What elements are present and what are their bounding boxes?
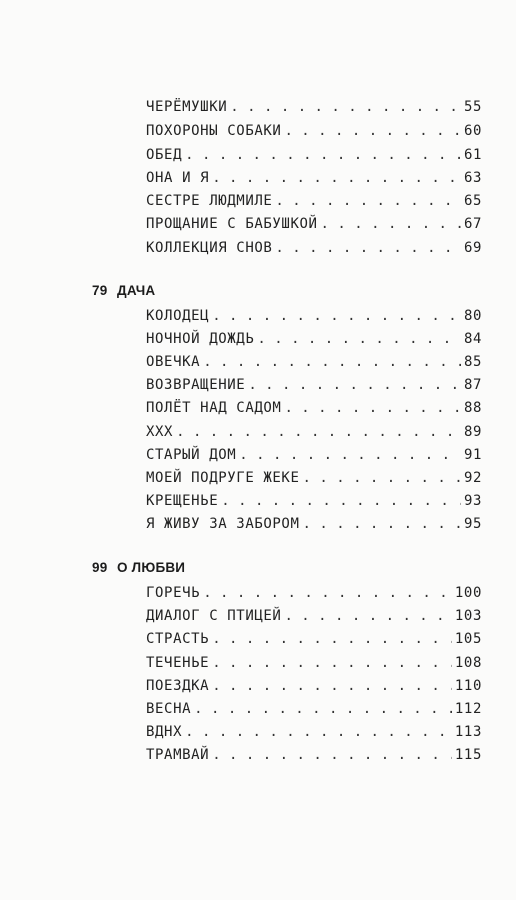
- toc-entry-title: Я ЖИВУ ЗА ЗАБОРОМ: [146, 516, 300, 532]
- toc-entry-title: ПРОЩАНИЕ С БАБУШКОЙ: [146, 216, 318, 232]
- dot-leader: [203, 354, 461, 370]
- toc-entry-page: 115: [454, 747, 482, 763]
- section-page-number: 99: [92, 560, 108, 575]
- toc-entry-page: 100: [454, 585, 482, 601]
- toc-entry-page: 91: [463, 447, 482, 463]
- toc-entry-page: 110: [454, 678, 482, 694]
- toc-entry-title: КОЛОДЕЦ: [146, 308, 210, 324]
- toc-entry-page: 63: [463, 170, 482, 186]
- dot-leader: [212, 308, 461, 324]
- toc-entry-page: 80: [463, 308, 482, 324]
- toc-entry-title: ОНА И Я: [146, 170, 210, 186]
- dot-leader: [284, 608, 451, 624]
- toc-entry-title: XXX: [146, 424, 174, 440]
- toc-entry-title: ОВЕЧКА: [146, 354, 201, 370]
- toc-entry-page: 89: [463, 424, 482, 440]
- dot-leader: [303, 470, 461, 486]
- toc-entry-page: 84: [463, 331, 482, 347]
- toc-entry-page: 60: [463, 123, 482, 139]
- dot-leader: [239, 447, 461, 463]
- toc-entry[interactable]: [146, 331, 482, 353]
- toc-entry-page: 69: [463, 240, 482, 256]
- toc-entry[interactable]: [146, 631, 482, 653]
- toc-entry[interactable]: [146, 123, 482, 145]
- toc-entry-title: ПОХОРОНЫ СОБАКИ: [146, 123, 282, 139]
- toc-entry[interactable]: [146, 447, 482, 469]
- dot-leader: [230, 99, 461, 115]
- toc-entry-title: ВОЗВРАЩЕНИЕ: [146, 377, 246, 393]
- toc-entry-page: 85: [463, 354, 482, 370]
- toc-entry[interactable]: [146, 240, 482, 262]
- toc-entry-title: МОЕЙ ПОДРУГЕ ЖЕКЕ: [146, 470, 300, 486]
- dot-leader: [212, 678, 452, 694]
- toc-entry-page: 103: [454, 608, 482, 624]
- toc-entry-title: ГОРЕЧЬ: [146, 585, 201, 601]
- toc-entry-title: ПОЕЗДКА: [146, 678, 210, 694]
- toc-entry-title: КРЕЩЕНЬЕ: [146, 493, 219, 509]
- toc-entry-title: ТРАМВАЙ: [146, 747, 210, 763]
- toc-entry-page: 93: [463, 493, 482, 509]
- dot-leader: [221, 493, 461, 509]
- toc-entry-page: 95: [463, 516, 482, 532]
- dot-leader: [275, 240, 461, 256]
- section-page-number: 79: [92, 283, 108, 298]
- toc-entry[interactable]: [146, 516, 482, 538]
- dot-leader: [321, 216, 461, 232]
- toc-entry-title: СТРАСТЬ: [146, 631, 210, 647]
- toc-entry[interactable]: [146, 470, 482, 492]
- section-title: ДАЧА: [117, 283, 156, 298]
- toc-entry[interactable]: [146, 678, 482, 700]
- dot-leader: [203, 585, 452, 601]
- dot-leader: [284, 400, 461, 416]
- toc-entry-page: 105: [454, 631, 482, 647]
- toc-entry[interactable]: [146, 99, 482, 121]
- dot-leader: [303, 516, 461, 532]
- toc-entry-title: ОБЕД: [146, 147, 183, 163]
- dot-leader: [212, 170, 461, 186]
- toc-entry-title: ЧЕРЁМУШКИ: [146, 99, 228, 115]
- toc-entry-title: ПОЛЁТ НАД САДОМ: [146, 400, 282, 416]
- section-title: О ЛЮБВИ: [117, 560, 186, 575]
- toc-entry-page: 108: [454, 655, 482, 671]
- toc-entry-title: ТЕЧЕНЬЕ: [146, 655, 210, 671]
- toc-entry[interactable]: [146, 400, 482, 422]
- dot-leader: [176, 424, 461, 440]
- toc-entry[interactable]: [146, 724, 482, 746]
- toc-entry[interactable]: [146, 216, 482, 238]
- dot-leader: [194, 701, 452, 717]
- section-heading-lyubvi[interactable]: [92, 560, 185, 582]
- dot-leader: [185, 724, 452, 740]
- toc-entry-page: 55: [463, 99, 482, 115]
- dot-leader: [212, 655, 452, 671]
- toc-entry-page: 112: [454, 701, 482, 717]
- toc-entry[interactable]: [146, 308, 482, 330]
- toc-entry-page: 113: [454, 724, 482, 740]
- toc-entry-title: ВДНХ: [146, 724, 183, 740]
- toc-entry[interactable]: [146, 354, 482, 376]
- toc-entry[interactable]: [146, 493, 482, 515]
- toc-entry-page: 65: [463, 193, 482, 209]
- dot-leader: [185, 147, 461, 163]
- toc-entry[interactable]: [146, 608, 482, 630]
- dot-leader: [248, 377, 461, 393]
- toc-entry-title: СЕСТРЕ ЛЮДМИЛЕ: [146, 193, 273, 209]
- toc-entry-title: КОЛЛЕКЦИЯ СНОВ: [146, 240, 273, 256]
- toc-entry-page: 87: [463, 377, 482, 393]
- dot-leader: [284, 123, 461, 139]
- toc-entry[interactable]: [146, 147, 482, 169]
- dot-leader: [275, 193, 461, 209]
- toc-entry-title: СТАРЫЙ ДОМ: [146, 447, 237, 463]
- toc-entry-page: 67: [463, 216, 482, 232]
- toc-entry-page: 88: [463, 400, 482, 416]
- toc-entry-title: ДИАЛОГ С ПТИЦЕЙ: [146, 608, 282, 624]
- toc-entry[interactable]: [146, 424, 482, 446]
- toc-entry-page: 61: [463, 147, 482, 163]
- toc-entry[interactable]: [146, 377, 482, 399]
- dot-leader: [212, 747, 452, 763]
- dot-leader: [212, 631, 452, 647]
- toc-entry[interactable]: [146, 701, 482, 723]
- toc-entry[interactable]: [146, 170, 482, 192]
- toc-entry-title: НОЧНОЙ ДОЖДЬ: [146, 331, 255, 347]
- dot-leader: [257, 331, 461, 347]
- toc-entry[interactable]: [146, 193, 482, 215]
- toc-entry[interactable]: [146, 747, 482, 769]
- toc-entry[interactable]: [146, 585, 482, 607]
- toc-entry-title: ВЕСНА: [146, 701, 192, 717]
- toc-entry[interactable]: [146, 655, 482, 677]
- toc-entry-page: 92: [463, 470, 482, 486]
- section-heading-dacha[interactable]: [92, 283, 155, 305]
